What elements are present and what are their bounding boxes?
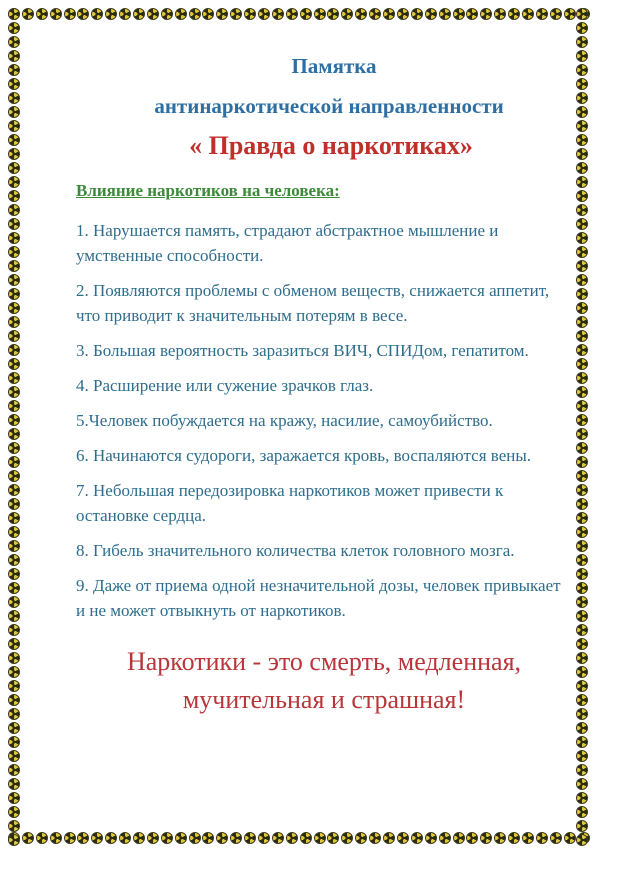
radiation-icon <box>576 372 588 384</box>
radiation-icon <box>8 50 20 62</box>
radiation-icon <box>8 456 20 468</box>
radiation-icon <box>576 64 588 76</box>
radiation-icon <box>216 8 228 20</box>
radiation-icon <box>494 8 506 20</box>
radiation-icon <box>508 8 520 20</box>
radiation-icon <box>8 232 20 244</box>
radiation-icon <box>119 8 131 20</box>
radiation-icon <box>133 832 145 844</box>
radiation-icon <box>189 832 201 844</box>
radiation-icon <box>36 832 48 844</box>
radiation-icon <box>8 484 20 496</box>
radiation-icon <box>576 764 588 776</box>
radiation-icon <box>576 414 588 426</box>
radiation-icon <box>8 162 20 174</box>
radiation-icon <box>202 832 214 844</box>
radiation-icon <box>8 92 20 104</box>
radiation-icon <box>576 176 588 188</box>
radiation-icon <box>564 832 576 844</box>
radiation-icon <box>453 8 465 20</box>
closing-line-1: Наркотики - это смерть, медленная, <box>126 647 522 676</box>
radiation-icon <box>8 106 20 118</box>
radiation-icon <box>341 832 353 844</box>
radiation-icon <box>576 316 588 328</box>
radiation-icon <box>8 764 20 776</box>
radiation-icon <box>522 8 534 20</box>
memo-title: Памятка <box>291 54 377 78</box>
radiation-icon <box>22 8 34 20</box>
radiation-icon <box>175 8 187 20</box>
radiation-icon <box>576 750 588 762</box>
radiation-icon <box>8 540 20 552</box>
radiation-icon <box>576 792 588 804</box>
radiation-icon <box>576 526 588 538</box>
radiation-icon <box>576 484 588 496</box>
radiation-icon <box>8 652 20 664</box>
decorative-border-bottom <box>8 832 590 846</box>
radiation-icon <box>425 8 437 20</box>
radiation-icon <box>8 778 20 790</box>
radiation-icon <box>105 8 117 20</box>
radiation-icon <box>508 832 520 844</box>
radiation-icon <box>8 36 20 48</box>
radiation-icon <box>576 582 588 594</box>
radiation-icon <box>383 8 395 20</box>
radiation-icon <box>576 148 588 160</box>
list-item: 9. Даже от приема одной незначительной дозы, человек привыкает и не может отвыкнуть от наркотиков. <box>76 576 561 620</box>
radiation-icon <box>8 694 20 706</box>
radiation-icon <box>576 456 588 468</box>
radiation-icon <box>576 736 588 748</box>
list-item: 4. Расширение или сужение зрачков глаз. <box>76 376 374 395</box>
radiation-icon <box>8 736 20 748</box>
radiation-icon <box>8 274 20 286</box>
radiation-icon <box>91 832 103 844</box>
radiation-icon <box>286 832 298 844</box>
radiation-icon <box>64 8 76 20</box>
radiation-icon <box>576 36 588 48</box>
radiation-icon <box>576 400 588 412</box>
radiation-icon <box>147 832 159 844</box>
radiation-icon <box>576 50 588 62</box>
radiation-icon <box>133 8 145 20</box>
radiation-icon <box>8 64 20 76</box>
radiation-icon <box>550 832 562 844</box>
memo-content <box>64 52 564 719</box>
radiation-icon <box>8 330 20 342</box>
radiation-icon <box>564 8 576 20</box>
radiation-icon <box>189 8 201 20</box>
radiation-icon <box>397 8 409 20</box>
radiation-icon <box>8 820 20 832</box>
radiation-icon <box>8 498 20 510</box>
radiation-icon <box>244 832 256 844</box>
radiation-icon <box>576 302 588 314</box>
list-item: 8. Гибель значительного количества клеток головного мозга. <box>76 541 515 560</box>
radiation-icon <box>480 832 492 844</box>
radiation-icon <box>91 8 103 20</box>
list-item: 6. Начинаются судороги, заражается кровь, воспаляются вены. <box>76 446 532 465</box>
radiation-icon <box>8 386 20 398</box>
radiation-icon <box>8 78 20 90</box>
radiation-icon <box>466 832 478 844</box>
radiation-icon <box>8 344 20 356</box>
radiation-icon <box>50 832 62 844</box>
radiation-icon <box>576 428 588 440</box>
radiation-icon <box>8 414 20 426</box>
radiation-icon <box>8 512 20 524</box>
radiation-icon <box>8 120 20 132</box>
radiation-icon <box>576 204 588 216</box>
radiation-icon <box>576 92 588 104</box>
radiation-icon <box>576 232 588 244</box>
radiation-icon <box>8 400 20 412</box>
radiation-icon <box>8 624 20 636</box>
radiation-icon <box>202 8 214 20</box>
radiation-icon <box>22 832 34 844</box>
radiation-icon <box>161 8 173 20</box>
radiation-icon <box>576 274 588 286</box>
radiation-icon <box>8 358 20 370</box>
radiation-icon <box>439 832 451 844</box>
radiation-icon <box>8 204 20 216</box>
radiation-icon <box>466 8 478 20</box>
radiation-icon <box>576 470 588 482</box>
radiation-icon <box>576 386 588 398</box>
radiation-icon <box>576 8 588 20</box>
radiation-icon <box>8 638 20 650</box>
radiation-icon <box>8 134 20 146</box>
radiation-icon <box>314 832 326 844</box>
radiation-icon <box>8 792 20 804</box>
radiation-icon <box>8 288 20 300</box>
radiation-icon <box>411 832 423 844</box>
radiation-icon <box>119 832 131 844</box>
radiation-icon <box>576 218 588 230</box>
radiation-icon <box>576 540 588 552</box>
radiation-icon <box>300 8 312 20</box>
radiation-icon <box>258 8 270 20</box>
radiation-icon <box>369 832 381 844</box>
radiation-icon <box>355 832 367 844</box>
radiation-icon <box>576 330 588 342</box>
radiation-icon <box>175 832 187 844</box>
radiation-icon <box>327 832 339 844</box>
radiation-icon <box>576 288 588 300</box>
radiation-icon <box>230 832 242 844</box>
radiation-icon <box>8 526 20 538</box>
radiation-icon <box>576 344 588 356</box>
radiation-icon <box>8 750 20 762</box>
section-heading: Влияние наркотиков на человека: <box>76 181 340 200</box>
radiation-icon <box>8 568 20 580</box>
radiation-icon <box>8 246 20 258</box>
radiation-icon <box>576 134 588 146</box>
radiation-icon <box>550 8 562 20</box>
radiation-icon <box>8 806 20 818</box>
radiation-icon <box>576 442 588 454</box>
radiation-icon <box>522 832 534 844</box>
radiation-icon <box>8 596 20 608</box>
radiation-icon <box>258 832 270 844</box>
radiation-icon <box>576 624 588 636</box>
radiation-icon <box>272 8 284 20</box>
radiation-icon <box>36 8 48 20</box>
radiation-icon <box>576 22 588 34</box>
radiation-icon <box>50 8 62 20</box>
radiation-icon <box>397 832 409 844</box>
radiation-icon <box>576 778 588 790</box>
radiation-icon <box>286 8 298 20</box>
radiation-icon <box>576 246 588 258</box>
radiation-icon <box>480 8 492 20</box>
radiation-icon <box>216 832 228 844</box>
radiation-icon <box>300 832 312 844</box>
radiation-icon <box>425 832 437 844</box>
radiation-icon <box>536 8 548 20</box>
radiation-icon <box>576 834 588 846</box>
radiation-icon <box>494 832 506 844</box>
radiation-icon <box>8 834 20 846</box>
radiation-icon <box>8 442 20 454</box>
radiation-icon <box>576 610 588 622</box>
radiation-icon <box>411 8 423 20</box>
radiation-icon <box>576 190 588 202</box>
radiation-icon <box>576 512 588 524</box>
radiation-icon <box>8 708 20 720</box>
radiation-icon <box>8 22 20 34</box>
radiation-icon <box>244 8 256 20</box>
radiation-icon <box>576 78 588 90</box>
radiation-icon <box>8 218 20 230</box>
radiation-icon <box>8 722 20 734</box>
list-item: 7. Небольшая передозировка наркотиков может привести к остановке сердца. <box>76 481 504 525</box>
radiation-icon <box>576 568 588 580</box>
closing-line-2: мучительная и страшная! <box>182 685 466 714</box>
radiation-icon <box>576 596 588 608</box>
radiation-icon <box>439 8 451 20</box>
radiation-icon <box>8 8 20 20</box>
list-item: 5.Человек побуждается на кражу, насилие, самоубийство. <box>76 411 493 430</box>
radiation-icon <box>576 120 588 132</box>
radiation-icon <box>576 260 588 272</box>
radiation-icon <box>8 428 20 440</box>
radiation-icon <box>327 8 339 20</box>
radiation-icon <box>383 832 395 844</box>
radiation-icon <box>8 372 20 384</box>
radiation-icon <box>576 358 588 370</box>
radiation-icon <box>576 820 588 832</box>
radiation-icon <box>147 8 159 20</box>
radiation-icon <box>8 316 20 328</box>
radiation-icon <box>230 8 242 20</box>
radiation-icon <box>8 582 20 594</box>
radiation-icon <box>77 8 89 20</box>
radiation-icon <box>314 8 326 20</box>
radiation-icon <box>8 148 20 160</box>
memo-subtitle: антинаркотической направленности <box>154 94 504 118</box>
radiation-icon <box>576 498 588 510</box>
decorative-border-right <box>576 8 590 846</box>
radiation-icon <box>576 106 588 118</box>
radiation-icon <box>369 8 381 20</box>
radiation-icon <box>576 554 588 566</box>
radiation-icon <box>8 470 20 482</box>
radiation-icon <box>355 8 367 20</box>
radiation-icon <box>341 8 353 20</box>
list-item: 2. Появляются проблемы с обменом веществ, снижается аппетит, что приводит к значительным потерям в весе. <box>76 281 550 325</box>
radiation-icon <box>8 302 20 314</box>
list-item: 1. Нарушается память, страдают абстрактное мышление и умственные способности. <box>76 221 499 265</box>
radiation-icon <box>77 832 89 844</box>
closing-statement <box>64 643 584 719</box>
radiation-icon <box>8 554 20 566</box>
decorative-border-left <box>8 8 22 846</box>
radiation-icon <box>64 832 76 844</box>
radiation-icon <box>8 610 20 622</box>
radiation-icon <box>8 176 20 188</box>
radiation-icon <box>576 722 588 734</box>
radiation-icon <box>8 666 20 678</box>
radiation-icon <box>576 806 588 818</box>
radiation-icon <box>8 260 20 272</box>
radiation-icon <box>576 162 588 174</box>
radiation-icon <box>8 190 20 202</box>
radiation-icon <box>8 680 20 692</box>
memo-topic-title: « Правда о наркотиках» <box>189 131 473 160</box>
radiation-icon <box>105 832 117 844</box>
radiation-icon <box>536 832 548 844</box>
decorative-border-top <box>8 8 590 22</box>
radiation-icon <box>453 832 465 844</box>
radiation-icon <box>272 832 284 844</box>
list-item: 3. Большая вероятность заразиться ВИЧ, СПИДом, гепатитом. <box>76 341 529 360</box>
radiation-icon <box>161 832 173 844</box>
